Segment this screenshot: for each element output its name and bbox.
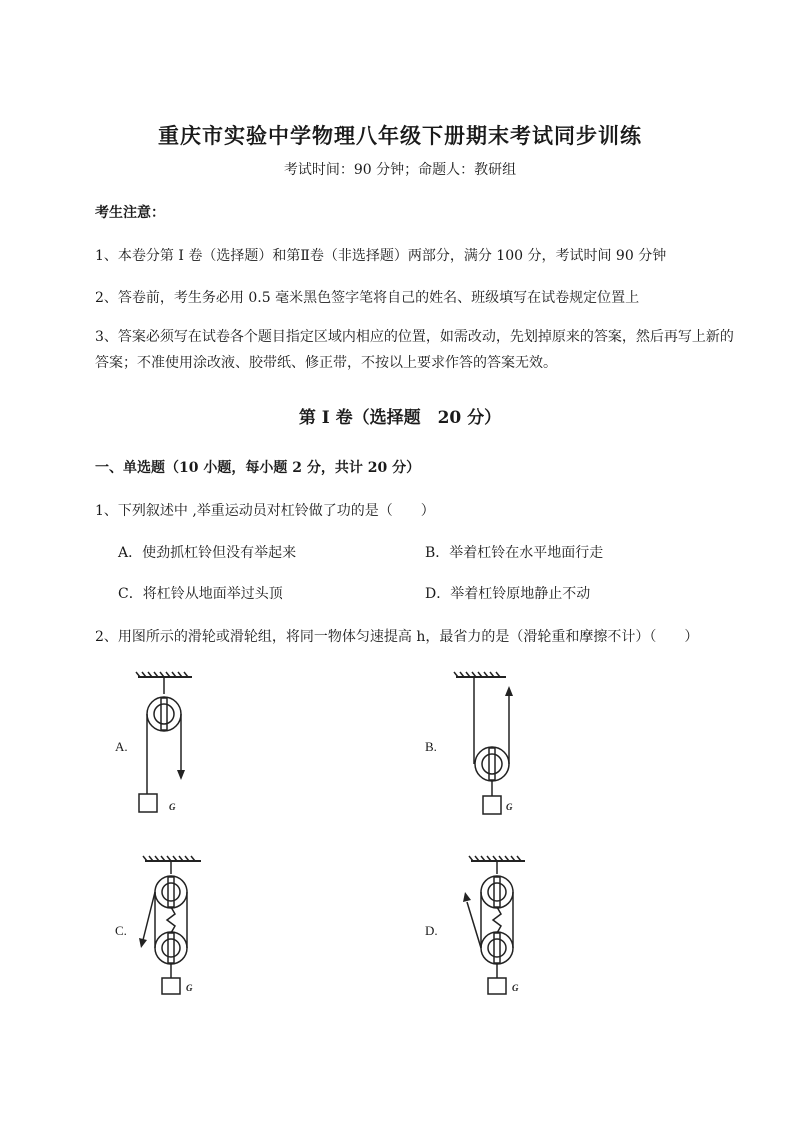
question-1-option-a: A．使劲抓杠铃但没有举起来 [118,545,297,561]
figure-a-weight-label: G [169,802,176,812]
figure-c-pulley-block [135,856,215,1006]
notice-heading: 考生注意： [95,205,165,221]
question-1-option-b: B．举着杠铃在水平地面行走 [425,545,604,561]
figure-d-pulley-block [455,856,535,1006]
figure-c-weight-label: G [186,983,193,993]
notice-item-1: 1、本卷分第 I 卷（选择题）和第Ⅱ卷（非选择题）两部分，满分 100 分，考试时间 90 分钟 [95,248,667,264]
question-2-stem: 2、用图所示的滑轮或滑轮组，将同一物体匀速提高 h，最省力的是（滑轮重和摩擦不计）（ ） [95,629,699,645]
figure-c-label: C. [115,923,127,938]
figure-b-weight-label: G [506,802,513,812]
notice-item-2: 2、答卷前，考生务必用 0.5 毫米黑色签字笔将自己的姓名、班级填写在试卷规定位置上 [95,290,640,306]
figure-d-weight-label: G [512,983,519,993]
figure-a-fixed-pulley [130,672,200,822]
figure-a-label: A. [115,739,128,754]
figure-b-movable-pulley [450,672,530,822]
exam-info: 考试时间：90 分钟；命题人：教研组 [283,162,517,178]
figure-d-label: D. [425,923,438,938]
figure-b-label: B. [425,739,437,754]
part-heading: 一、单选题（10 小题，每小题 2 分，共计 20 分） [95,460,421,476]
question-1-stem: 1、下列叙述中 ,举重运动员对杠铃做了功的是（ ） [95,503,435,519]
notice-item-3: 3、答案必须写在试卷各个题目指定区域内相应的位置，如需改动，先划掉原来的答案，然后再写上新的答案；不准使用涂改液、胶带纸、修正带，不按以上要求作答的答案无效。 [95,329,734,371]
question-1-option-d: D．举着杠铃原地静止不动 [425,586,591,602]
section-title: 第 I 卷（选择题 20 分） [298,408,502,428]
question-1-option-c: C．将杠铃从地面举过头顶 [118,586,283,602]
page-title: 重庆市实验中学物理八年级下册期末考试同步训练 [158,123,642,148]
